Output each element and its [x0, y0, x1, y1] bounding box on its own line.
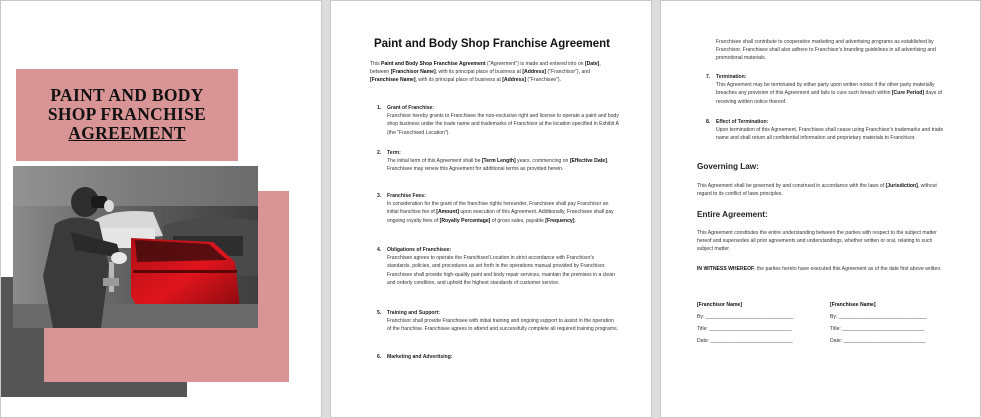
intro-text: This — [370, 61, 382, 67]
witness-label: IN WITNESS WHEREOF — [697, 266, 755, 272]
signature-block-franchisor — [697, 299, 794, 347]
section-number: 6. — [377, 354, 382, 360]
section-text: Franchisor shall provide Franchisee with initial training and ongoing support to assist in the operation of the franchise. Franchisee agrees to attend and successfully complete all required training programs. — [387, 318, 619, 333]
intro-text: ("Franchisee"). — [526, 77, 562, 84]
intro-text: , between — [370, 61, 601, 76]
section-heading: Franchise Fees: — [387, 193, 426, 199]
agreement-page-1 — [330, 0, 652, 418]
marketing-continued-text: Franchisee shall contribute to cooperative marketing and advertising programs as established by Franchisor. Franchisee shall also adhere to Franchisor's branding guidelines in all advertising and promotional materials. — [716, 39, 936, 62]
section-text — [387, 157, 619, 173]
cure-period-placeholder: [Cure Period] — [891, 90, 925, 97]
section-text-run: of gross sales, payable — [490, 217, 546, 224]
section-grant — [387, 104, 619, 137]
document-title: Paint and Body Shop Franchise Agreement — [373, 38, 610, 50]
intro-text: , with its principal place of business at — [415, 77, 503, 84]
intro-franchisor-placeholder: [Franchisor Name] — [390, 69, 436, 76]
section-text-run: , the parties hereto have executed this Agreement as of the date first above written. — [754, 266, 942, 272]
intro-text: ("Agreement") is made and entered into on — [485, 61, 585, 67]
signature-name: [Franchisor Name] — [697, 302, 743, 308]
intro-address-placeholder: [Address] — [502, 77, 526, 84]
effective-date-placeholder: [Effective Date] — [569, 158, 607, 165]
signature-title-line[interactable]: Title: _____________________________ — [830, 326, 925, 332]
section-marketing — [387, 353, 619, 361]
section-text-run: This Agreement shall be governed by and construed in accordance with the laws of — [697, 183, 886, 189]
section-number: 1. — [377, 105, 382, 111]
section-text: Upon termination of this Agreement, Franchisee shall cease using Franchisor's trademarks and trade name and shall return all confidential information and proprietary materials to Franchisor. — [716, 127, 944, 142]
agreement-page-2 — [660, 0, 981, 418]
signature-date-line[interactable]: Date: _____________________________ — [697, 338, 793, 344]
cover-photo — [13, 166, 258, 328]
section-text-run: , without regard to its conflict of laws principles. — [697, 183, 937, 198]
section-text-run: years, commencing on — [515, 158, 570, 165]
term-length-placeholder: [Term Length] — [481, 158, 516, 165]
section-heading: Obligations of Franchisee: — [387, 247, 452, 253]
intro-text: , with its principal place of business at — [435, 69, 523, 76]
intro-agreement-name: Paint and Body Shop Franchise Agreement — [381, 61, 486, 67]
intro-paragraph — [370, 60, 618, 85]
section-heading: Term: — [387, 150, 401, 156]
section-text-run: upon execution of this Agreement. Additionally, Franchisee shall pay ongoing royalty fees of — [387, 209, 614, 224]
cover-title — [16, 86, 238, 143]
signature-date-line[interactable]: Date: _____________________________ — [830, 338, 926, 344]
governing-law-heading: Governing Law: — [697, 162, 759, 171]
intro-text: ("Franchisor"), and — [546, 69, 590, 76]
cover-title-line-3: AGREEMENT — [68, 123, 186, 143]
entire-agreement-text: This Agreement constitutes the entire understanding between the parties with respect to the subject matter hereof and supersedes all prior agreements and understandings, whether written or oral, relating to such subject matter. — [697, 230, 937, 253]
entire-agreement-heading: Entire Agreement: — [697, 210, 768, 219]
royalty-placeholder: [Royalty Percentage] — [439, 217, 491, 224]
signature-by-line[interactable]: By: _______________________________ — [830, 314, 927, 320]
section-number: 8. — [706, 119, 711, 125]
section-obligations — [387, 246, 619, 287]
intro-date-placeholder: [Date] — [584, 61, 600, 67]
signature-block-franchisee — [830, 299, 927, 347]
section-fees — [387, 192, 619, 225]
section-term — [387, 149, 619, 174]
signature-title-line[interactable]: Title: _____________________________ — [697, 326, 792, 332]
section-termination — [716, 73, 948, 106]
section-number: 7. — [706, 74, 711, 80]
section-number: 2. — [377, 150, 382, 156]
section-training — [387, 309, 619, 334]
section-text-run: In consideration for the grant of the franchise rights hereunder, Franchisee shall pay Franchisor an initial franchise fee of — [387, 201, 609, 216]
section-text-run: This Agreement may be terminated by either party upon written notice if the other party materially breaches any provision of this Agreement and fails to cure such breach within — [716, 82, 935, 97]
section-heading: Training and Support: — [387, 310, 440, 316]
spray-painter-image — [13, 166, 258, 328]
intro-franchisee-placeholder: [Franchisee Name] — [370, 77, 416, 84]
cover-page — [0, 0, 322, 418]
signature-name: [Franchisee Name] — [830, 302, 876, 308]
section-text-run: The initial term of this Agreement shall be — [387, 158, 482, 165]
section-heading: Grant of Franchise: — [387, 105, 434, 111]
cover-title-line-2: SHOP FRANCHISE — [47, 104, 207, 124]
frequency-placeholder: [Frequency] — [545, 217, 575, 224]
section-number: 3. — [377, 193, 382, 199]
section-text — [716, 81, 948, 106]
governing-law-text — [697, 182, 949, 198]
intro-address-placeholder: [Address] — [522, 69, 547, 76]
section-text: Franchisor hereby grants to Franchisee the non-exclusive right and license to operate a paint and body shop business under the trade name and trademarks of Franchisor at the location specified in Exhibit A (the "Franchised Location"). — [387, 113, 619, 136]
section-text-run: days of receiving written notice thereof. — [716, 90, 942, 105]
section-heading: Termination: — [716, 74, 747, 80]
section-text — [387, 200, 619, 225]
section-text: Franchisee agrees to operate the Franchised Location in strict accordance with Franchisor's standards, policies, and procedures as set forth in the operations manual provided by Franchisor. Franchisee shall provide high-quality paint and body repair services, maintain the premises in a clean and orderly condition, and uphold the highest standards of customer service. — [387, 255, 615, 286]
section-text-run: . — [574, 217, 576, 224]
section-text-run: . Franchisee may renew this Agreement for additional terms as provided herein. — [387, 158, 609, 173]
jurisdiction-placeholder: [Jurisdiction] — [885, 183, 918, 189]
witness-paragraph — [697, 265, 949, 273]
section-heading: Marketing and Advertising: — [387, 354, 453, 360]
section-heading: Effect of Termination: — [716, 119, 769, 125]
section-number: 4. — [377, 247, 382, 253]
cover-title-line-1: PAINT AND BODY — [50, 85, 204, 105]
amount-placeholder: [Amount] — [436, 209, 459, 216]
signature-by-line[interactable]: By: _______________________________ — [697, 314, 794, 320]
section-effect-of-termination — [716, 118, 948, 143]
section-number: 5. — [377, 310, 382, 316]
